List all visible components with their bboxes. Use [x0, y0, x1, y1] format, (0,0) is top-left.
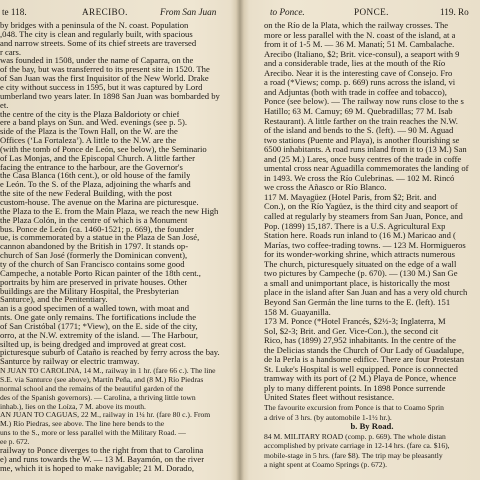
text-line: The favourite excursion from Ponce is that to Coamo Sprin — [264, 403, 444, 412]
text-line: Campeche, a notable Porto Rican painter of the 18th cent., — [0, 267, 201, 278]
text-line: 158 M. Guayanilla. — [264, 306, 331, 317]
left-page — [0, 0, 236, 480]
text-line: was founded in 1508, under the name of Caparra, on the — [0, 55, 194, 66]
text-line: ee p. 672. — [0, 436, 30, 446]
text-line: M.) Río Piedras, see above. The line here bends to the — [0, 419, 165, 429]
text-line: side of the Plaza is the Town Hall, on the W. are the — [0, 126, 178, 137]
text-line: de la Perla is a handsome edifice. There are four Protestan — [264, 354, 465, 365]
right-page-header — [244, 6, 480, 18]
text-line: ue, is commemorated by a statue in the Plaza de San José, — [0, 232, 200, 243]
text-line: mobile-stage in 5 hrs. (fare $8). The trip may be pleasantly — [264, 450, 443, 460]
text-line: ty of the church of San Francisco contains some good — [0, 258, 185, 269]
text-line: Offices (‘La Fortaleza’). A little to the N.W. are the — [0, 135, 177, 146]
text-line: Hatillo; 63 M. Camuy; 69 M. Quebradillas; 77 M. Isab — [264, 105, 453, 116]
text-line: Station here. Roads run inland to (16 M.) Maricao and ( — [264, 230, 456, 241]
text-line: buildings are the Military Hospital, the Presbyterian — [0, 285, 179, 296]
text-line: a small and unimportant place, is historically the most — [264, 277, 450, 288]
text-line: e León. To the S. of the Plaza, adjoining the wharfs and — [0, 179, 191, 190]
text-line: facing the entrance to the harbour, are the Governor's — [0, 161, 183, 172]
text-line: the Plaza to the E. from the Main Plaza, we reach the new High — [0, 205, 219, 216]
text-line: Ponce (see below). — The railway now runs close to the s — [264, 96, 464, 107]
text-line: silted up, is being dredged and improved at great cost. — [0, 338, 186, 349]
text-line: Arecibo. Near it is the interesting cave of Consejo. Fro — [264, 67, 453, 78]
text-line: in 1493. We cross the Río Culebrinas. — 102 M. Rincó — [264, 172, 455, 183]
text-line: ,048. The city is clean and regularly built, with spacious — [0, 28, 193, 39]
text-line: an is a good specimen of a walled town, with moat and — [0, 303, 190, 314]
text-line: accomplished by private carriage in 12-14 hrs. (fare ca. $16), — [264, 441, 450, 451]
text-line: St. Luke's Hospital is well equipped. Ponce is connected — [264, 363, 458, 374]
text-line: United States fleet without resistance. — [264, 392, 395, 403]
text-line: umberland two years later. In 1898 San Juan was bombarded by — [0, 90, 220, 101]
left-page-number: te 118. — [2, 7, 27, 17]
text-line: normal school and the remains of the beautiful garden of the — [0, 383, 184, 393]
text-line: for its wonder-working shrine, which attracts numerous — [264, 249, 455, 260]
text-line: of the island and bends to the S. (left). — 90 M. Aguad — [264, 125, 454, 136]
text-line: Rico, has (1899) 27,952 inhabitants. In the centre of the — [264, 335, 456, 346]
text-line: des of the Spanish governors). — Carolina, a thriving little town — [0, 392, 196, 402]
text-line: 117 M. Mayagüez (Hotel Paris, from $2; Brit. and — [264, 191, 437, 202]
text-line: Marías, two coffee-trading towns. — 123 M. Hormigueros — [264, 239, 466, 250]
text-line: Santurce), and the Penitentiary. — [0, 294, 108, 305]
text-line: a night spent at Coamo Springs (p. 672). — [264, 460, 387, 470]
text-line: by bridges with a peninsula of the N. coast. Population — [0, 20, 189, 30]
right-running-title: PONCE. — [354, 7, 389, 17]
book-gutter — [236, 0, 244, 480]
text-line: Con.), on the Río Yagüez, is the third city and seaport of — [264, 201, 458, 212]
text-line: cannon abandoned by the British in 1797. It stands op- — [0, 241, 189, 252]
text-line: (with the tomb of Ponce de León, see below), the Seminario — [0, 143, 207, 154]
text-line: umental cross near Aguadilla commemorates the landing of — [264, 163, 469, 174]
text-line: of San Juan was the first Inquisitor of the New World. Drake — [0, 73, 209, 84]
left-page-header — [0, 6, 236, 18]
text-line: we cross the Añasco or Río Blanco. — [264, 182, 387, 193]
text-line: S.E. via Santurce (see above), Martín Peña, and (8 M.) Río Piedras — [0, 375, 204, 384]
text-line: of San Cristóbal (1771; *View), on the E. side of the city, — [0, 320, 198, 331]
text-line: ply to many different points. In 1898 Ponce surrende — [264, 382, 446, 393]
text-line: the site of the new Federal Building, with the post — [0, 188, 172, 199]
text-line: of Las Monjas, and the Episcopal Church. A little farther — [0, 152, 195, 163]
text-line: AN JUAN TO CAGUAS, 22 M., railway in 1¼ hr. (fare 80 c.). From — [0, 410, 211, 420]
right-page-number: 119. Ro — [440, 7, 469, 17]
text-line: and (25 M.) Lares, once busy centres of the trade in coffe — [264, 153, 462, 164]
text-line: Santurce by railway or electric tramway. — [0, 356, 140, 367]
text-line: Sol, $2-3; Brit. and Ger. Vice-Con.), the second cit — [264, 325, 439, 336]
text-line: the centre of the city is the Plaza Baldorioty or chief — [0, 108, 180, 119]
text-line: nts. One gate only remains. The fortifications include the — [0, 312, 197, 323]
right-running-subtitle: to Ponce. — [270, 7, 305, 17]
left-running-subtitle: From San Juan — [160, 7, 217, 17]
text-line: orro, at the N.W. extremity of the island. — The Harbour, — [0, 329, 198, 340]
text-line: r cars. — [0, 46, 21, 57]
text-line: railway to Ponce diverges to the right from that to Carolina — [0, 444, 204, 455]
text-line: on the Río de la Plata, which the railway crosses. The — [264, 20, 449, 30]
text-line: from it of 1-5 M. — 36 M. Manatí; 51 M. Cambalache. — [264, 39, 455, 50]
text-line: of the bay, but was transferred to its present site in 1520. The — [0, 64, 210, 75]
text-line: Beyond San Germán the line turns to the E. (left). 151 — [264, 296, 451, 307]
text-line: and Adjuntas (both with trade in coffee and tobacco), — [264, 86, 447, 97]
text-line: two pictures by Campeche (p. 670). — (130 M.) San Ge — [264, 268, 458, 279]
text-line: e city without success in 1595, but it was captured by Lord — [0, 81, 203, 92]
text-line: 173 M. Ponce (*Hotel Francés, $2½-3; Inglaterra, M — [264, 316, 446, 327]
text-line: inhab.), lies on the Loíza, 7 M. above its mouth. — [0, 401, 146, 411]
text-line: the Delicias stands the Church of Our Lady of Guadalupe, — [264, 344, 464, 355]
right-page — [244, 0, 480, 480]
text-line: me, which it is hoped to make navigable; 21 M. Dorado, — [0, 462, 195, 473]
text-line: ere a band plays on Sun. and Wed. evenings (see p. 5). — [0, 117, 187, 128]
text-line: the Plaza Colón, in the centre of which is a Monument — [0, 214, 188, 225]
text-line: b. By Road. — [350, 421, 394, 432]
text-line: 6500 inhabitants. A road runs inland from it to (13 M.) San — [264, 144, 467, 155]
text-line: Arecibo (Italiano, $2; Brit. vice-consul), a seaport with 9 — [264, 48, 460, 59]
text-line: e) and runs towards the W. — 13 M. Bayamón, on the river — [0, 453, 205, 464]
text-line: portraits by him are preserved in private houses. Other — [0, 276, 188, 287]
text-line: the Casa Blanca (16th cent.), or old house of the family — [0, 170, 191, 181]
text-line: tramway with its port of (2 M.) Playa de Ponce, whence — [264, 373, 457, 384]
text-line: uns to the S., more or less parallel with the Military Road. — — [0, 428, 186, 438]
text-line: Pop. (1899) 15,187. There is a U.S. Agricultural Exp — [264, 220, 446, 231]
text-line: N JUAN TO CAROLINA, 14 M., railway in 1 hr. (fare 66 c.). The line — [0, 366, 216, 376]
text-line: 84 M. MILITARY ROAD (comp. p. 669). The whole distan — [264, 431, 446, 441]
text-line: a drive of 3 hrs. (by automobile 1-1½ hr.). — [264, 412, 392, 422]
text-line: Restaurant). A little farther on the train reaches the N.W. — [264, 115, 458, 126]
text-line: place in the island after San Juan and has a very old church — [264, 287, 468, 298]
text-line: custom-house. The avenue on the Marina are picturesque. — [0, 197, 199, 207]
text-line: two stations (Puente and Playa), is another flourishing se — [264, 134, 460, 145]
text-line: The church, picturesquely situated on the edge of a wall — [264, 258, 457, 269]
text-line: et. — [0, 99, 9, 110]
text-line: a road (*Views; comp. p. 669) runs across the island, vi — [264, 77, 456, 88]
text-line: church of San José (formerly the Dominican convent), — [0, 250, 188, 261]
text-line: called at regularly by steamers from San Juan, Ponce, and — [264, 211, 463, 221]
left-running-title: ARECIBO. — [82, 7, 128, 17]
text-line: picturesque suburb of Cataño is reached by ferry across the bay. — [0, 347, 220, 358]
text-line: more or less parallel with the N. coast of the island, at a — [264, 29, 456, 40]
text-line: and narrow streets. Some of its chief streets are traversed — [0, 37, 197, 48]
text-line: and a considerable trade, lies at the mouth of the Río — [264, 58, 446, 69]
text-line: bus. Ponce de León (ca. 1460-1521; p. 669), the founder — [0, 223, 195, 234]
